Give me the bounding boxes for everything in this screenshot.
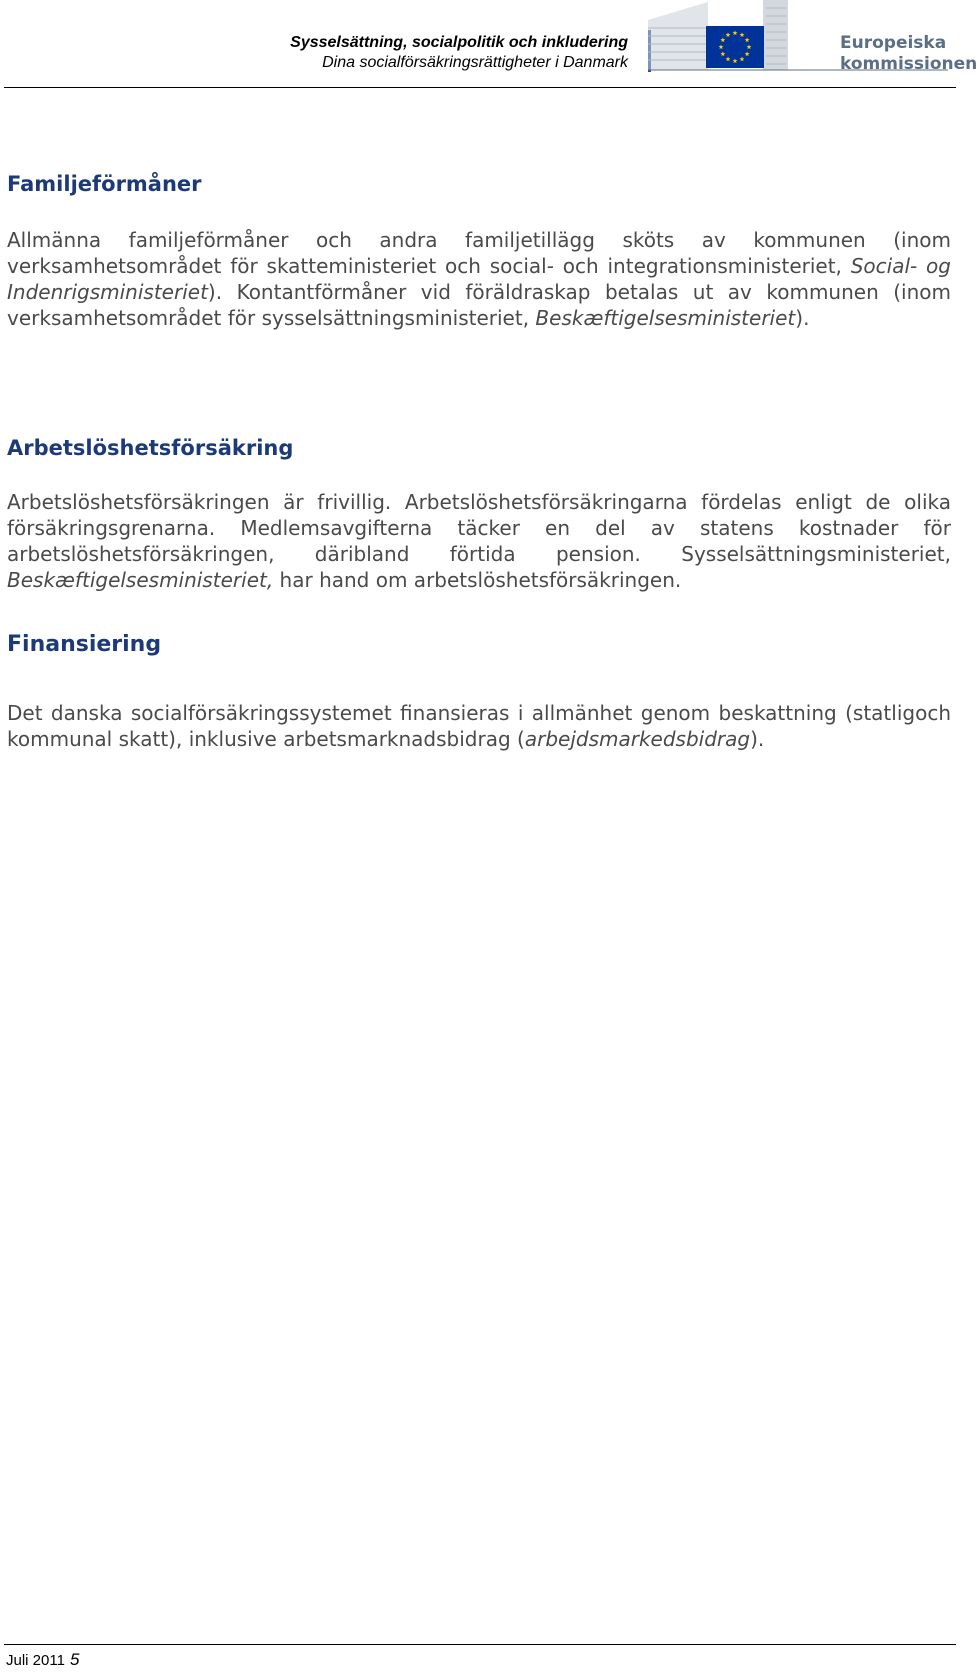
section-paragraph-finansiering <box>7 700 951 752</box>
italic-run: arbejdsmarkedsbidrag <box>524 727 751 751</box>
page-header <box>0 0 977 90</box>
text-run: Arbetslöshetsförsäkringen är frivillig. Arbetslöshetsförsäkringarna fördelas enligt de olika försäkringsgrenarna. Medlemsavgifterna täcker en del av statens kostnader för arbetslöshetsförsäkringen, däribland förtida pension. Sysselsättningsministeriet, <box>7 490 951 566</box>
logo-line-1: Europeiska <box>840 33 947 53</box>
page-number: 5 <box>69 1650 80 1669</box>
text-run: har hand om arbetslöshetsförsäkringen. <box>273 568 682 592</box>
logo-text <box>840 33 977 75</box>
section-heading-familjeformaner: Familjeförmåner <box>7 172 202 196</box>
italic-run: Social- og Indenrigsministeriet <box>7 254 951 304</box>
header-title: Sysselsättning, socialpolitik och inkludering <box>290 34 628 51</box>
italic-run: Beskæftigelsesministeriet <box>535 306 796 330</box>
page-footer <box>6 1651 79 1670</box>
footer-rule <box>4 1644 956 1645</box>
logo-line-2: kommissionen <box>840 54 977 74</box>
section-heading-finansiering: Finansiering <box>7 632 162 657</box>
footer-date: Juli 2011 <box>6 1652 65 1669</box>
text-run: Allmänna familjeförmåner och andra familjetillägg sköts av kommunen (inom verksamhetsområdet för skatteministeriet och social- och integrationsministeriet, <box>7 228 951 278</box>
section-paragraph-familjeformaner <box>7 227 951 331</box>
section-paragraph-arbetsloshetsforsakring <box>7 489 951 593</box>
section-heading-arbetsloshetsforsakring: Arbetslöshetsförsäkring <box>7 436 294 460</box>
italic-run: Beskæftigelsesministeriet, <box>7 568 274 592</box>
header-subtitle: Dina socialförsäkringsrättigheter i Danmark <box>322 54 628 71</box>
header-titles <box>290 33 628 73</box>
text-run: ). <box>750 727 765 751</box>
header-rule <box>4 87 956 88</box>
text-run: ). <box>795 306 810 330</box>
text-run: Det danska socialförsäkringssystemet finansieras i allmänhet genom beskattning (statligoch kommunal skatt), inklusive arbetsmarknadsbidrag ( <box>7 701 951 751</box>
text-run: ). Kontantförmåner vid föräldraskap betalas ut av kommunen (inom verksamhetsområdet för sysselsättningsministeriet, <box>7 280 951 330</box>
